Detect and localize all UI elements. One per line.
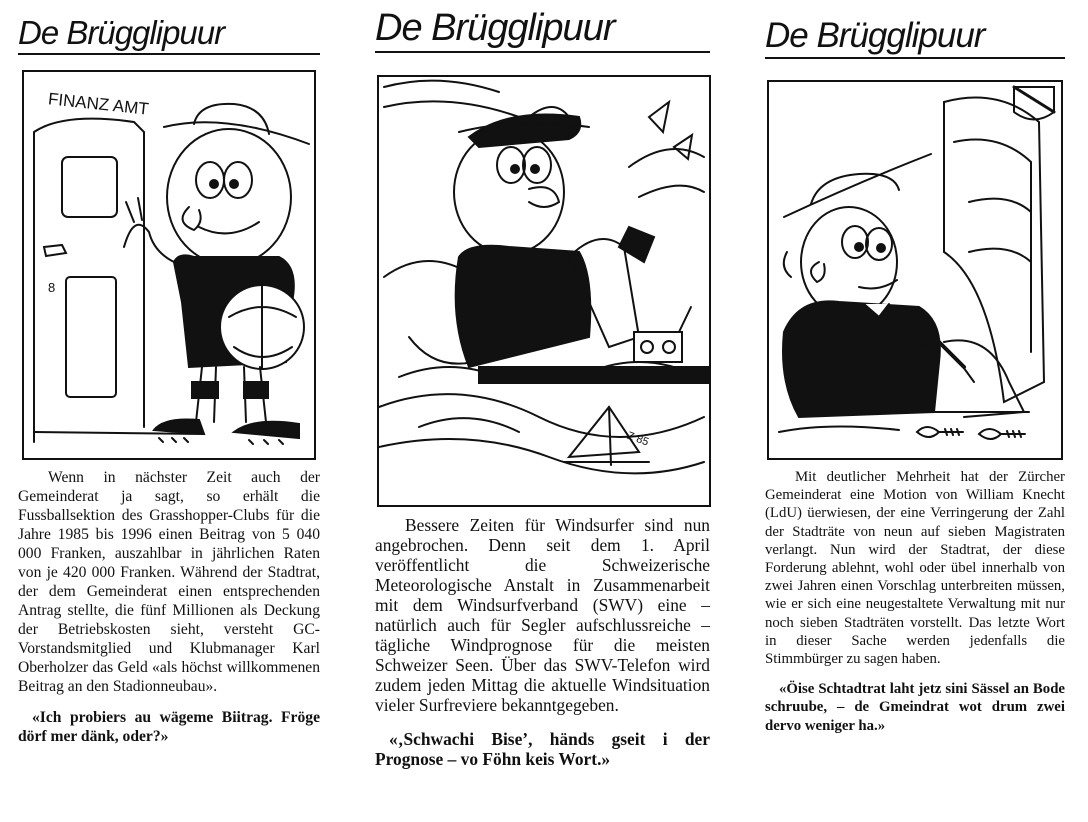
- cartoon-council-chair: [767, 80, 1063, 460]
- finanzamt-sign: FINANZ AMT: [47, 89, 150, 119]
- column-2: [375, 0, 710, 769]
- cartoon-windsurfer: [377, 75, 711, 507]
- column-1-rule: [18, 53, 320, 55]
- column-3-quote: «Öise Schtadtrat laht jetz sini Sässel an Bode schruube, – de Gmeindrat wot drum zwei dervo weniger ha.»: [765, 681, 1065, 734]
- column-1: [18, 0, 320, 745]
- cartoon-windsurfer-drawing: [379, 77, 709, 505]
- cartoon-tax-office-drawing: [24, 72, 314, 458]
- column-1-quote: «Ich probiers au wägeme Biitrag. Fröge dörf mer dänk, oder?»: [18, 709, 320, 745]
- column-3-body: Mit deutlicher Mehrheit hat der Zürcher Gemeinderat eine Motion von William Knecht (LdU) üerwiesen, der eine Verringerung der Zahl der Stadträte von neun auf sieben Magistraten verlangt. Nun wird der Stadtrat, der diese Forderung ablehnt, wohl oder übel innerhalb von zwei Jahren einen Vorschlag unterbreiten müssen, wie er sich eine neugestaltete Verwaltung mit nur noch sieben Stadträten vorstellt. Das letzte Wort in dieser Sache werden jedenfalls die Stimmbürger zu sagen haben.: [765, 469, 1065, 668]
- column-1-heading: De Brügglipuur: [18, 14, 225, 51]
- column-3-text: [765, 468, 1065, 735]
- column-3-rule: [765, 57, 1065, 59]
- cartoon-council-chair-drawing: [769, 82, 1061, 458]
- column-1-text: [18, 468, 320, 746]
- cartoon-tax-office: [22, 70, 316, 460]
- column-2-rule: [375, 51, 710, 53]
- column-1-body: Wenn in nächster Zeit auch der Gemeinderat ja sagt, so erhält die Fussballsektion des Grasshopper-Clubs für die Jahre 1985 bis 1996 einen Beitrag von 5 040 000 Franken, auszahlbar in jährlichen Raten von je 420 000 Franken. Während der Stadtrat, der dem Gemeinderat einen entsprechenden Antrag stellte, die fünf Millionen als Deckung der Betriebskosten sieht, versteht GC-Vorstandsmitglied und Klubmanager Karl Oberholzer das Geld «als höchst willkommenen Beitrag an den Stadionneubau».: [18, 469, 320, 695]
- column-2-heading: De Brügglipuur: [375, 7, 615, 49]
- door-number: 8: [48, 280, 56, 295]
- column-3-heading: De Brügglipuur: [765, 16, 985, 55]
- column-3: [765, 0, 1065, 734]
- sailboat-label: Z 85: [625, 429, 651, 449]
- column-2-text: [375, 515, 710, 769]
- column-2-body: Bessere Zeiten für Windsurfer sind nun angebrochen. Denn seit dem 1. April veröffentlicht die Schweizerische Meteorologische Anstalt in Zusammenarbeit mit dem Windsurfverband (SWV) eine – natürlich auch für Segler aufschlussreiche – tägliche Windprognose für die meisten Schweizer Seen. Über das SWV-Telefon wird zudem jeden Mittag die aktuelle Windsituation vieler Surfreviere bekanntgegeben.: [375, 515, 710, 715]
- column-2-quote: «‚Schwachi Bise’, händs gseit i der Prognose – vo Föhn keis Wort.»: [375, 729, 710, 769]
